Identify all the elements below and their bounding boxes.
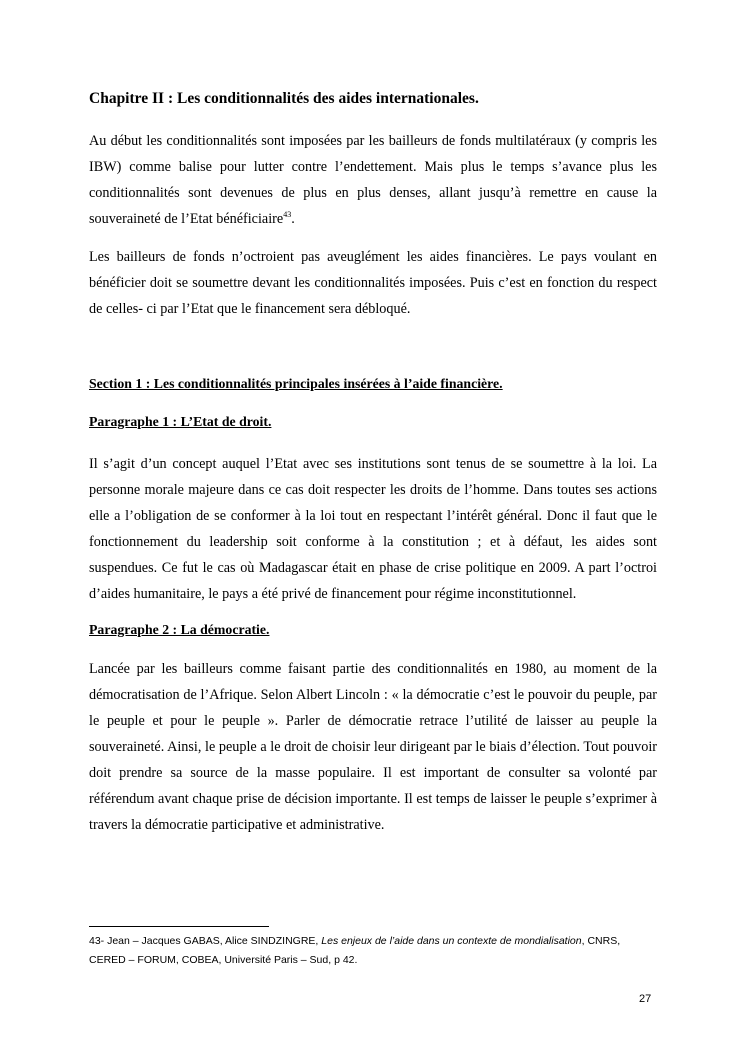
- footnote-separator: [89, 926, 269, 927]
- section-1-heading: Section 1 : Les conditionnalités principales insérées à l’aide financière.: [89, 376, 503, 391]
- democratie-paragraph: Lancée par les bailleurs comme faisant partie des conditionnalités en 1980, au moment de la démocratisation de l’Afrique. Selon Albert Lincoln : « la démocratie c’est le pouvoir du peuple, par le peuple et pour le peuple ». Parler de démocratie retrace l’utilité de laisser au peuple la souveraineté. Ainsi, le peuple a le droit de choisir leur dirigeant par le biais d’élection. Tout pouvoir doit prendre sa source de la masse populaire. Il est important de consulter sa volonté par référendum avant chaque prise de décision importante. Il est temps de laisser le peuple s’exprimer à travers la démocratie participative et administrative.: [89, 661, 657, 833]
- intro-paragraph-1-end: .: [291, 211, 295, 227]
- footnote-43: [89, 932, 659, 970]
- footnote-reference: 43: [283, 210, 292, 219]
- chapter-title: Chapitre II : Les conditionnalités des aides internationales.: [89, 90, 479, 107]
- footnote-suffix: , CNRS, CERED – FORUM, COBEA, Université Paris – Sud, p 42.: [89, 935, 621, 966]
- paragraph-2-heading: Paragraphe 2 : La démocratie.: [89, 622, 270, 637]
- footnote-prefix: 43- Jean – Jacques GABAS, Alice SINDZINGRE,: [89, 935, 322, 947]
- paragraph-1-heading: Paragraphe 1 : L’Etat de droit.: [89, 414, 272, 429]
- page-number: 27: [639, 993, 652, 1005]
- intro-paragraph-1-text: Au début les conditionnalités sont imposées par les bailleurs de fonds multilatéraux (y compris les IBW) comme balise pour lutter contre l’endettement. Mais plus le temps s’avance plus les conditionnalités sont devenues de plus en plus denses, allant jusqu’à remettre en cause la souveraineté de l’Etat bénéficiaire: [89, 133, 657, 227]
- intro-paragraph-1: [89, 128, 657, 232]
- footnote-book-title: Les enjeux de l’aide dans un contexte de mondialisation: [321, 935, 582, 947]
- etat-de-droit-paragraph: Il s’agit d’un concept auquel l’Etat avec ses institutions sont tenus de se soumettre à la loi. La personne morale majeure dans ce cas doit respecter les droits de l’homme. Dans toutes ses actions elle a l’obligation de se conformer à la loi tout en respectant l’intérêt général. Donc il faut que le fonctionnement du leadership soit conforme à la constitution ; et à défaut, les aides sont suspendues. Ce fut le cas où Madagascar était en phase de crise politique en 2009. A part l’octroi d’aides humanitaire, le pays a été privé de financement pour régime inconstitutionnel.: [89, 456, 657, 602]
- intro-paragraph-2: Les bailleurs de fonds n’octroient pas aveuglément les aides financières. Le pays voulant en bénéficier doit se soumettre devant les conditionnalités imposées. Puis c’est en fonction du respect de celles- ci par l’Etat que le financement sera débloqué.: [89, 249, 657, 317]
